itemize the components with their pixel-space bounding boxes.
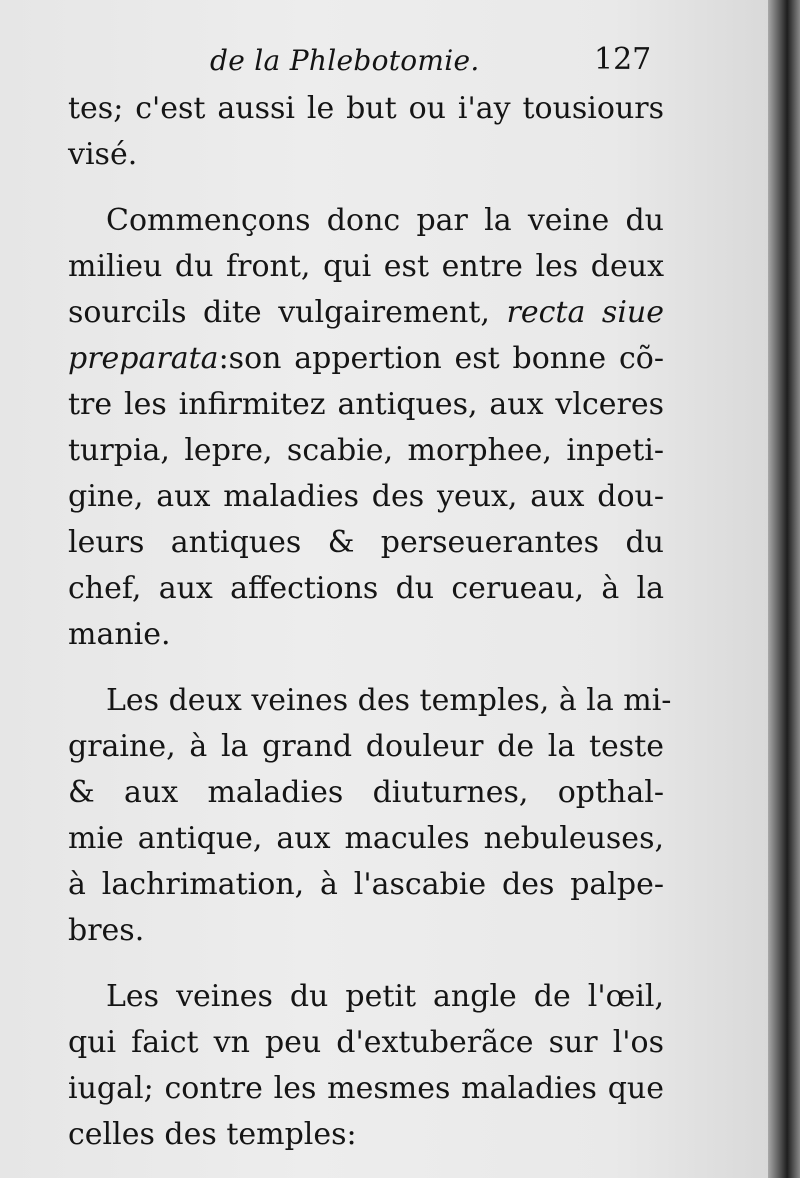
text-line: graine, à la grand douleur de la teste xyxy=(68,729,664,764)
running-title: de la Phlebotomie. xyxy=(210,44,480,77)
text-line: celles des temples: xyxy=(68,1117,357,1152)
latin-term: preparata xyxy=(68,341,219,376)
text-segment: sourcils dite vulgairement, xyxy=(68,295,490,330)
book-gutter xyxy=(768,0,800,1178)
text-line: turpia, lepre, scabie, morphee, inpeti- xyxy=(68,433,664,468)
text-line: & aux maladies diuturnes, opthal- xyxy=(68,775,664,810)
text-line: gine, aux maladies des yeux, aux dou- xyxy=(68,479,664,514)
text-line: chef, aux affections du cerueau, à la xyxy=(68,571,664,606)
text-line: à lachrimation, à l'ascabie des palpe- xyxy=(68,867,664,902)
text-line: qui faict vn peu d'extuberãce sur l'os xyxy=(68,1025,664,1060)
text-line xyxy=(68,336,664,382)
text-line: iugal; contre les mesmes maladies que xyxy=(68,1071,664,1106)
text-line: milieu du front, qui est entre les deux xyxy=(68,249,664,284)
page-number: 127 xyxy=(594,42,652,77)
paragraph-4 xyxy=(68,974,664,1158)
text-line: manie. xyxy=(68,617,171,652)
text-line: Les veines du petit angle de l'œil, xyxy=(106,979,664,1014)
paragraph-1 xyxy=(68,86,664,178)
text-line: leurs antiques & perseuerantes du xyxy=(68,525,664,560)
text-line: tes; c'est aussi le but ou i'ay tousiours xyxy=(68,91,664,126)
paragraph-2 xyxy=(68,198,664,658)
latin-term: recta siue xyxy=(506,295,664,330)
text-line: visé. xyxy=(68,137,138,172)
text-line xyxy=(68,290,664,336)
text-line: mie antique, aux macules nebuleuses, xyxy=(68,821,664,856)
body-text xyxy=(68,86,672,1158)
text-line: bres. xyxy=(68,913,145,948)
text-line: Commençons donc par la veine du xyxy=(106,203,664,238)
text-line: Les deux veines des temples, à la mi- xyxy=(106,683,672,718)
text-line: tre les infirmitez antiques, aux vlceres xyxy=(68,387,664,422)
page-header xyxy=(0,38,700,88)
paragraph-3 xyxy=(68,678,672,954)
text-segment: :son appertion est bonne cõ- xyxy=(218,341,664,376)
